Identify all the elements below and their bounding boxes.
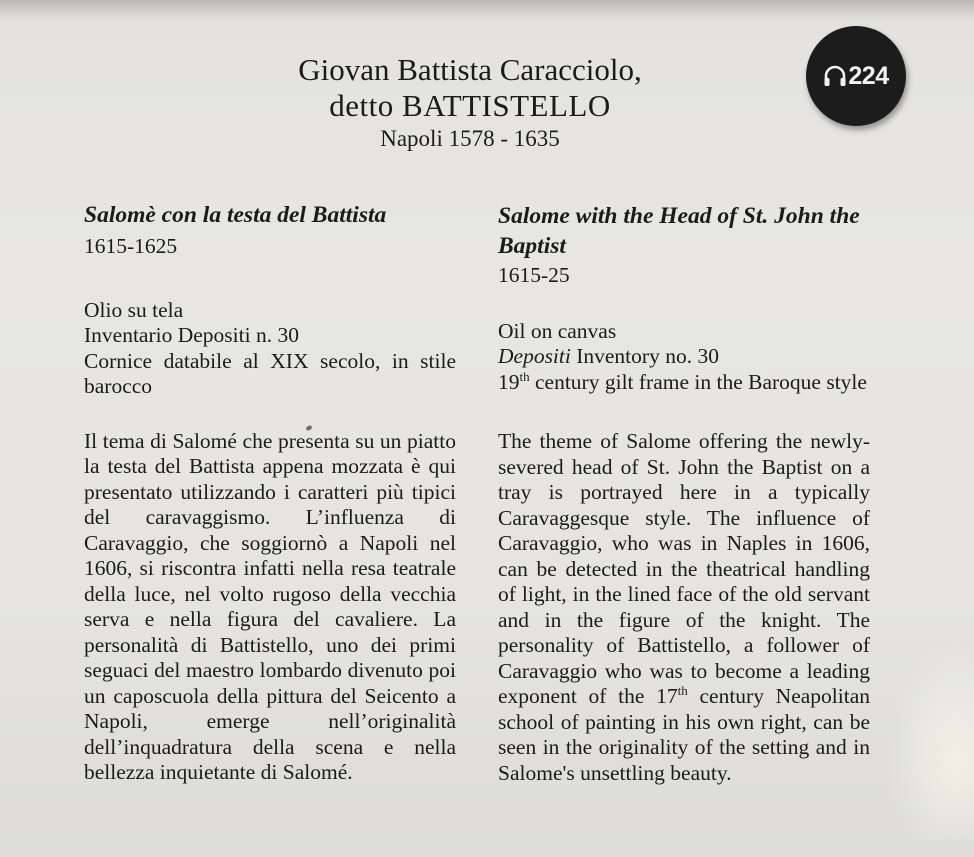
italian-title: Salomè con la testa del Battista [84, 202, 387, 228]
italian-date: 1615-1625 [84, 234, 178, 258]
italian-details [84, 298, 456, 400]
inventory-rest: Inventory no. 30 [570, 344, 719, 368]
headphones-icon [823, 65, 847, 87]
audio-guide-badge [806, 26, 906, 126]
light-glare [884, 640, 974, 840]
artist-name-line2: detto BATTISTELLO [329, 88, 611, 123]
english-medium: Oil on canvas [498, 318, 617, 343]
italian-frame: Cornice databile al XIX secolo, in stile barocco [84, 348, 456, 398]
english-description-part2: century Neapolitan school of painting in his own right, can be seen in the originality of the setting and in Salome's unsettling beauty. [498, 684, 870, 785]
english-description-part1: The theme of Salome offering the newly-severed head of St. John the Baptist on a tray is portrayed here in a typically Caravaggesque style. The influence of Caravaggio, who was in Naples in 1606, can be detected in the theatrical handling of light, in the lined face of the old servant and in the figure of the knight. The personality of Battistello, a follower of Caravaggio who was to become a leading exponent of the 17 [498, 429, 870, 708]
frame-rest: century gilt frame in the Baroque style [529, 369, 867, 394]
italian-column [84, 201, 456, 786]
italian-inventory: Inventario Depositi n. 30 [84, 323, 299, 347]
audio-guide-number: 224 [848, 61, 889, 90]
english-title: Salome with the Head of St. John the Baptist [498, 203, 860, 259]
english-column [498, 201, 870, 786]
italian-description: Il tema di Salomé che presenta su un piatto la testa del Battista appena mozzata è qui presentato utilizzando i caratteri più tipici del caravaggismo. L’influenza di Caravaggio, che soggiornò a Napoli nel 1606, si riscontra infatti nella resa teatrale della luce, nel volto rugoso della vecchia serva e nella figura del cavaliere. La personalità di Battistello, uno dei primi seguaci del maestro lombardo divenuto poi un caposcuola della pittura del Seicento a Napoli, emerge nell’originalità dell’inquadratura della scena e nella bellezza inquietante di Salomé. [84, 428, 456, 784]
card-top-edge [0, 0, 974, 22]
english-frame [498, 370, 870, 396]
artist-dates: Napoli 1578 - 1635 [380, 126, 560, 151]
english-details [498, 319, 870, 396]
frame-century-number: 19 [498, 369, 520, 394]
english-date: 1615-25 [498, 263, 570, 287]
artist-name-line1: Giovan Battista Caracciolo, [298, 52, 642, 87]
english-description [498, 429, 870, 786]
frame-century-suffix: th [519, 368, 530, 384]
italian-medium: Olio su tela [84, 297, 184, 322]
artist-header [230, 52, 710, 154]
english-inventory [498, 344, 870, 370]
english-description-sup: th [677, 683, 688, 698]
inventory-italic-word: Depositi [498, 344, 571, 368]
